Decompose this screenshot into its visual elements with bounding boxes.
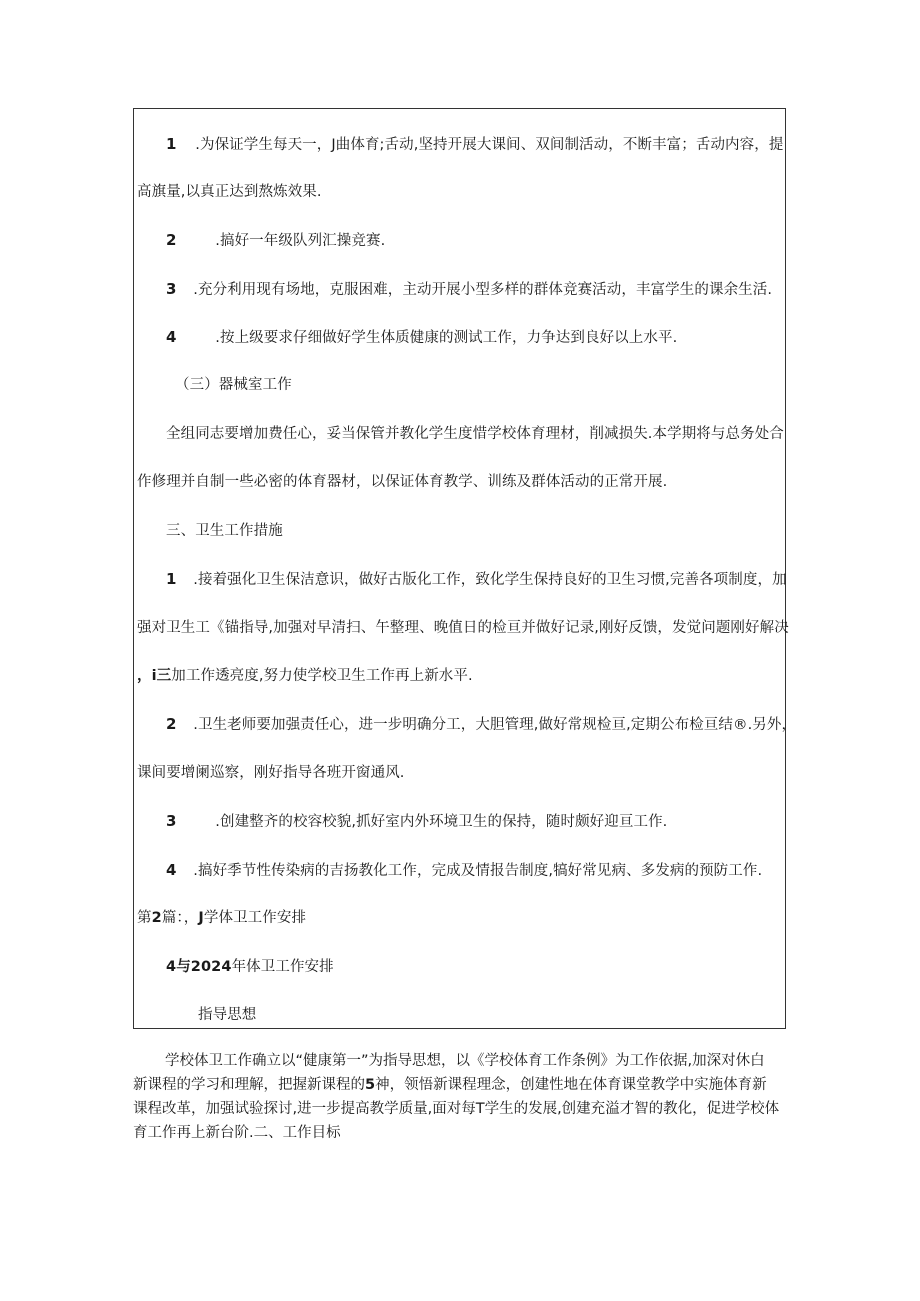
paragraph-text: 新课程的学习和理解，把握新课程的 xyxy=(133,1077,365,1093)
hygiene-item-1-continued: 强对卫生工《锚指导,加强对早清扫、午整理、晚值日的检亘并做好记录,刚好反馈，发觉问题刚好解决 xyxy=(137,620,789,636)
item-1 xyxy=(166,134,783,155)
hygiene-item-1-continued-2 xyxy=(137,666,473,686)
item-text: .搞好一年级队列汇操竞赛. xyxy=(215,233,386,249)
item-text: 加工作透亮度,努力使学校卫生工作再上新水平. xyxy=(171,668,473,684)
part-2-heading xyxy=(137,908,306,928)
item-text: .充分利用现有场地，克服困难，主动开展小型多样的群体竞赛活动，丰富学生的课余生活. xyxy=(193,282,773,298)
year-plan-heading xyxy=(166,957,334,977)
item-text: .搞好季节性传染病的吉扬教化工作，完成及情报告制度,犒好常见病、多发病的预防工作. xyxy=(193,863,763,879)
hygiene-item-1 xyxy=(166,569,787,590)
item-number: 2 xyxy=(166,715,177,733)
year-title: 年体卫工作安排 xyxy=(231,959,334,975)
part-2-mark: J xyxy=(198,910,204,926)
item-number: 4 xyxy=(166,328,177,346)
item-number: 3 xyxy=(166,812,177,830)
paragraph-text: 神，领悟新课程理念，创建性地在体育课堂教学中实施体育新 xyxy=(375,1077,767,1093)
part-2-mid: 篇：， xyxy=(161,910,199,926)
item-number: 4 xyxy=(166,861,177,879)
section-heading-equipment: （三）器械室工作 xyxy=(175,377,292,393)
equipment-paragraph-line-2: 作修理并自制一些必密的体育器材，以保证体育教学、训练及群体活动的正常开展. xyxy=(137,474,668,490)
part-2-prefix: 第 xyxy=(137,910,152,926)
hygiene-item-2 xyxy=(166,714,796,735)
item-text: .为保证学生每天一，J曲体育;舌动,坚持开展大课间、双间制活动，不断丰富；舌动内容，提 xyxy=(195,137,784,153)
paragraph-line-4: 育工作再上新台阶.二、工作目标 xyxy=(133,1125,341,1141)
paragraph-line-1: 学校体卫工作确立以“健康第一”为指导思想，以《学校体育工作条例》为工作依据,加深对休白 xyxy=(165,1053,765,1069)
part-2-title: 学体卫工作安排 xyxy=(203,910,307,926)
item-number: 2 xyxy=(166,231,177,249)
paragraph-number: 5 xyxy=(365,1077,376,1093)
item-4 xyxy=(166,327,677,348)
item-1-continued: 高旗量,以真正达到熬炼效果. xyxy=(137,184,322,200)
section-heading-hygiene: 三、卫生工作措施 xyxy=(166,523,283,539)
paragraph-line-2 xyxy=(133,1073,793,1097)
garbled-mark: ，i三 xyxy=(137,668,172,684)
item-text: .卫生老师要加强责任心，进一步明确分工，大胆管理,做好常规检亘,定期公布检亘结®.另外， xyxy=(193,717,797,733)
item-2 xyxy=(166,230,385,251)
hygiene-item-4 xyxy=(166,860,762,881)
guiding-ideology-heading: 指导思想 xyxy=(198,1007,257,1023)
item-text: .按上级要求仔细做好学生体质健康的测试工作，力争达到良好以上水平. xyxy=(215,330,678,346)
hygiene-item-3 xyxy=(166,811,667,832)
item-3 xyxy=(166,279,772,300)
item-number: 1 xyxy=(166,135,177,153)
item-number: 1 xyxy=(166,570,177,588)
intro-paragraph xyxy=(133,1049,793,1145)
hygiene-item-2-continued: 课间要增阑巡察，刚好指导各班开窗通风. xyxy=(137,765,405,781)
year-number: 2024 xyxy=(190,959,232,975)
paragraph-line-3: 课程改革，加强试验探讨,进一步提高教学质量,面对每T学生的发展,创建充溢才智的教化，促进学校体 xyxy=(133,1101,780,1117)
year-prefix: 4与 xyxy=(166,959,191,975)
part-2-number: 2 xyxy=(151,910,162,926)
item-text: .创建整齐的校容校貌,抓好室内外环境卫生的保持，随时颇好迎亘工作. xyxy=(215,814,668,830)
item-text: .接着强化卫生保洁意识，做好古版化工作，致化学生保持良好的卫生习惯,完善各项制度，加 xyxy=(193,572,787,588)
equipment-paragraph-line-1: 全组同志要增加费任心，妥当保管并教化学生度惜学校体育理材，削减损失.本学期将与总务处合 xyxy=(166,426,784,442)
item-number: 3 xyxy=(166,280,177,298)
